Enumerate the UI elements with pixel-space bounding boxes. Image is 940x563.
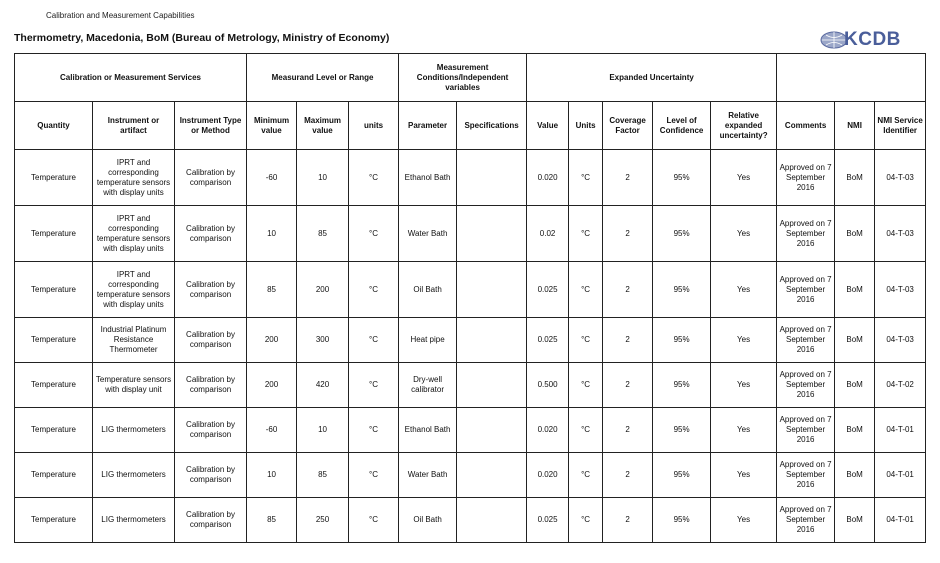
cell-service-id: 04-T-03 <box>875 318 926 363</box>
cell-nmi: BoM <box>835 262 875 318</box>
col-instrument-type: Instrument Type or Method <box>175 102 247 150</box>
cell-value: 0.020 <box>527 453 569 498</box>
cell-coverage: 2 <box>603 453 653 498</box>
cell-relative: Yes <box>711 262 777 318</box>
cell-parameter: Oil Bath <box>399 262 457 318</box>
table-row <box>15 150 926 206</box>
cell-method: Calibration by comparison <box>175 262 247 318</box>
cell-instrument: LIG thermometers <box>93 453 175 498</box>
cell-spec <box>457 262 527 318</box>
cell-nmi: BoM <box>835 498 875 543</box>
cell-max: 420 <box>297 363 349 408</box>
cell-quantity: Temperature <box>15 408 93 453</box>
cell-confidence: 95% <box>653 206 711 262</box>
cell-value: 0.500 <box>527 363 569 408</box>
cell-value: 0.025 <box>527 498 569 543</box>
cell-nmi: BoM <box>835 150 875 206</box>
cell-min: 85 <box>247 262 297 318</box>
cell-unc-units: °C <box>569 408 603 453</box>
col-unc-units: Units <box>569 102 603 150</box>
cell-max: 200 <box>297 262 349 318</box>
cell-service-id: 04-T-03 <box>875 150 926 206</box>
cell-unc-units: °C <box>569 206 603 262</box>
cell-units: °C <box>349 150 399 206</box>
cell-parameter: Water Bath <box>399 206 457 262</box>
cell-service-id: 04-T-01 <box>875 408 926 453</box>
col-specifications: Specifications <box>457 102 527 150</box>
cell-comments: Approved on 7 September 2016 <box>777 498 835 543</box>
cell-confidence: 95% <box>653 498 711 543</box>
cell-units: °C <box>349 408 399 453</box>
cell-parameter: Oil Bath <box>399 498 457 543</box>
cell-quantity: Temperature <box>15 363 93 408</box>
col-relative: Relative expanded uncertainty? <box>711 102 777 150</box>
cell-value: 0.025 <box>527 262 569 318</box>
col-coverage: Coverage Factor <box>603 102 653 150</box>
cell-confidence: 95% <box>653 262 711 318</box>
cell-method: Calibration by comparison <box>175 363 247 408</box>
cell-min: 10 <box>247 453 297 498</box>
cell-comments: Approved on 7 September 2016 <box>777 150 835 206</box>
cell-method: Calibration by comparison <box>175 318 247 363</box>
group-conditions: Measurement Conditions/Independent variables <box>399 54 527 102</box>
col-min: Minimum value <box>247 102 297 150</box>
cell-instrument: IPRT and corresponding temperature sensors with display units <box>93 150 175 206</box>
cell-units: °C <box>349 363 399 408</box>
cell-nmi: BoM <box>835 363 875 408</box>
cell-confidence: 95% <box>653 150 711 206</box>
cell-quantity: Temperature <box>15 206 93 262</box>
cell-units: °C <box>349 318 399 363</box>
cell-units: °C <box>349 206 399 262</box>
cell-unc-units: °C <box>569 498 603 543</box>
cell-units: °C <box>349 262 399 318</box>
cell-nmi: BoM <box>835 408 875 453</box>
group-measurand: Measurand Level or Range <box>247 54 399 102</box>
table-row <box>15 453 926 498</box>
cell-parameter: Ethanol Bath <box>399 408 457 453</box>
cell-coverage: 2 <box>603 498 653 543</box>
cell-parameter: Dry-well calibrator <box>399 363 457 408</box>
cell-relative: Yes <box>711 498 777 543</box>
cell-service-id: 04-T-01 <box>875 453 926 498</box>
table-row <box>15 318 926 363</box>
document-caption: Calibration and Measurement Capabilities <box>46 11 195 20</box>
cell-comments: Approved on 7 September 2016 <box>777 206 835 262</box>
cell-instrument: IPRT and corresponding temperature sensors with display units <box>93 206 175 262</box>
cell-method: Calibration by comparison <box>175 150 247 206</box>
cell-quantity: Temperature <box>15 498 93 543</box>
column-header-row <box>15 102 926 150</box>
cell-min: 85 <box>247 498 297 543</box>
cell-max: 250 <box>297 498 349 543</box>
cell-spec <box>457 498 527 543</box>
cell-max: 85 <box>297 206 349 262</box>
group-uncertainty: Expanded Uncertainty <box>527 54 777 102</box>
cell-unc-units: °C <box>569 150 603 206</box>
table-row <box>15 408 926 453</box>
cell-confidence: 95% <box>653 453 711 498</box>
col-max: Maximum value <box>297 102 349 150</box>
cell-quantity: Temperature <box>15 318 93 363</box>
cell-units: °C <box>349 453 399 498</box>
cell-coverage: 2 <box>603 262 653 318</box>
cell-spec <box>457 363 527 408</box>
cell-min: 10 <box>247 206 297 262</box>
cell-max: 10 <box>297 408 349 453</box>
cell-method: Calibration by comparison <box>175 408 247 453</box>
cell-spec <box>457 453 527 498</box>
page-title: Thermometry, Macedonia, BoM (Bureau of Metrology, Ministry of Economy) <box>14 32 390 44</box>
cell-nmi: BoM <box>835 206 875 262</box>
table-row <box>15 206 926 262</box>
cell-confidence: 95% <box>653 408 711 453</box>
col-instrument: Instrument or artifact <box>93 102 175 150</box>
cell-comments: Approved on 7 September 2016 <box>777 363 835 408</box>
cell-units: °C <box>349 498 399 543</box>
cell-method: Calibration by comparison <box>175 206 247 262</box>
cell-coverage: 2 <box>603 363 653 408</box>
cell-coverage: 2 <box>603 318 653 363</box>
cell-max: 10 <box>297 150 349 206</box>
cell-relative: Yes <box>711 453 777 498</box>
cell-service-id: 04-T-01 <box>875 498 926 543</box>
cell-coverage: 2 <box>603 408 653 453</box>
kcdb-logo <box>820 28 912 52</box>
cell-parameter: Heat pipe <box>399 318 457 363</box>
cell-comments: Approved on 7 September 2016 <box>777 262 835 318</box>
col-value: Value <box>527 102 569 150</box>
cell-comments: Approved on 7 September 2016 <box>777 318 835 363</box>
col-quantity: Quantity <box>15 102 93 150</box>
cell-min: -60 <box>247 150 297 206</box>
col-comments: Comments <box>777 102 835 150</box>
col-units: units <box>349 102 399 150</box>
cell-unc-units: °C <box>569 453 603 498</box>
cell-parameter: Water Bath <box>399 453 457 498</box>
cell-value: 0.025 <box>527 318 569 363</box>
cell-quantity: Temperature <box>15 453 93 498</box>
cell-value: 0.020 <box>527 150 569 206</box>
cell-spec <box>457 408 527 453</box>
group-header-row <box>15 54 926 102</box>
cell-relative: Yes <box>711 150 777 206</box>
cell-spec <box>457 150 527 206</box>
cell-coverage: 2 <box>603 206 653 262</box>
cell-instrument: Industrial Platinum Resistance Thermometer <box>93 318 175 363</box>
cell-instrument: Temperature sensors with display unit <box>93 363 175 408</box>
cell-unc-units: °C <box>569 262 603 318</box>
cmc-table <box>14 53 926 543</box>
cell-max: 300 <box>297 318 349 363</box>
cell-unc-units: °C <box>569 363 603 408</box>
cell-method: Calibration by comparison <box>175 498 247 543</box>
cell-instrument: LIG thermometers <box>93 408 175 453</box>
cell-min: 200 <box>247 318 297 363</box>
cell-method: Calibration by comparison <box>175 453 247 498</box>
cell-service-id: 04-T-02 <box>875 363 926 408</box>
group-blank <box>777 54 926 102</box>
table-row <box>15 498 926 543</box>
cell-quantity: Temperature <box>15 150 93 206</box>
cell-comments: Approved on 7 September 2016 <box>777 453 835 498</box>
group-services: Calibration or Measurement Services <box>15 54 247 102</box>
cell-value: 0.02 <box>527 206 569 262</box>
cell-unc-units: °C <box>569 318 603 363</box>
cell-relative: Yes <box>711 363 777 408</box>
cell-comments: Approved on 7 September 2016 <box>777 408 835 453</box>
col-nmi: NMI <box>835 102 875 150</box>
cell-relative: Yes <box>711 206 777 262</box>
cell-coverage: 2 <box>603 150 653 206</box>
table-row <box>15 262 926 318</box>
cell-confidence: 95% <box>653 363 711 408</box>
cell-relative: Yes <box>711 408 777 453</box>
cell-spec <box>457 318 527 363</box>
cell-nmi: BoM <box>835 453 875 498</box>
cell-relative: Yes <box>711 318 777 363</box>
cell-parameter: Ethanol Bath <box>399 150 457 206</box>
cell-value: 0.020 <box>527 408 569 453</box>
cell-confidence: 95% <box>653 318 711 363</box>
cell-max: 85 <box>297 453 349 498</box>
cell-service-id: 04-T-03 <box>875 206 926 262</box>
cell-instrument: LIG thermometers <box>93 498 175 543</box>
cell-min: -60 <box>247 408 297 453</box>
cell-service-id: 04-T-03 <box>875 262 926 318</box>
cell-spec <box>457 206 527 262</box>
cell-quantity: Temperature <box>15 262 93 318</box>
logo-text: KCDB <box>844 29 901 50</box>
col-service-id: NMI Service Identifier <box>875 102 926 150</box>
cell-min: 200 <box>247 363 297 408</box>
table-row <box>15 363 926 408</box>
cell-instrument: IPRT and corresponding temperature sensors with display units <box>93 262 175 318</box>
col-parameter: Parameter <box>399 102 457 150</box>
col-confidence: Level of Confidence <box>653 102 711 150</box>
cell-nmi: BoM <box>835 318 875 363</box>
